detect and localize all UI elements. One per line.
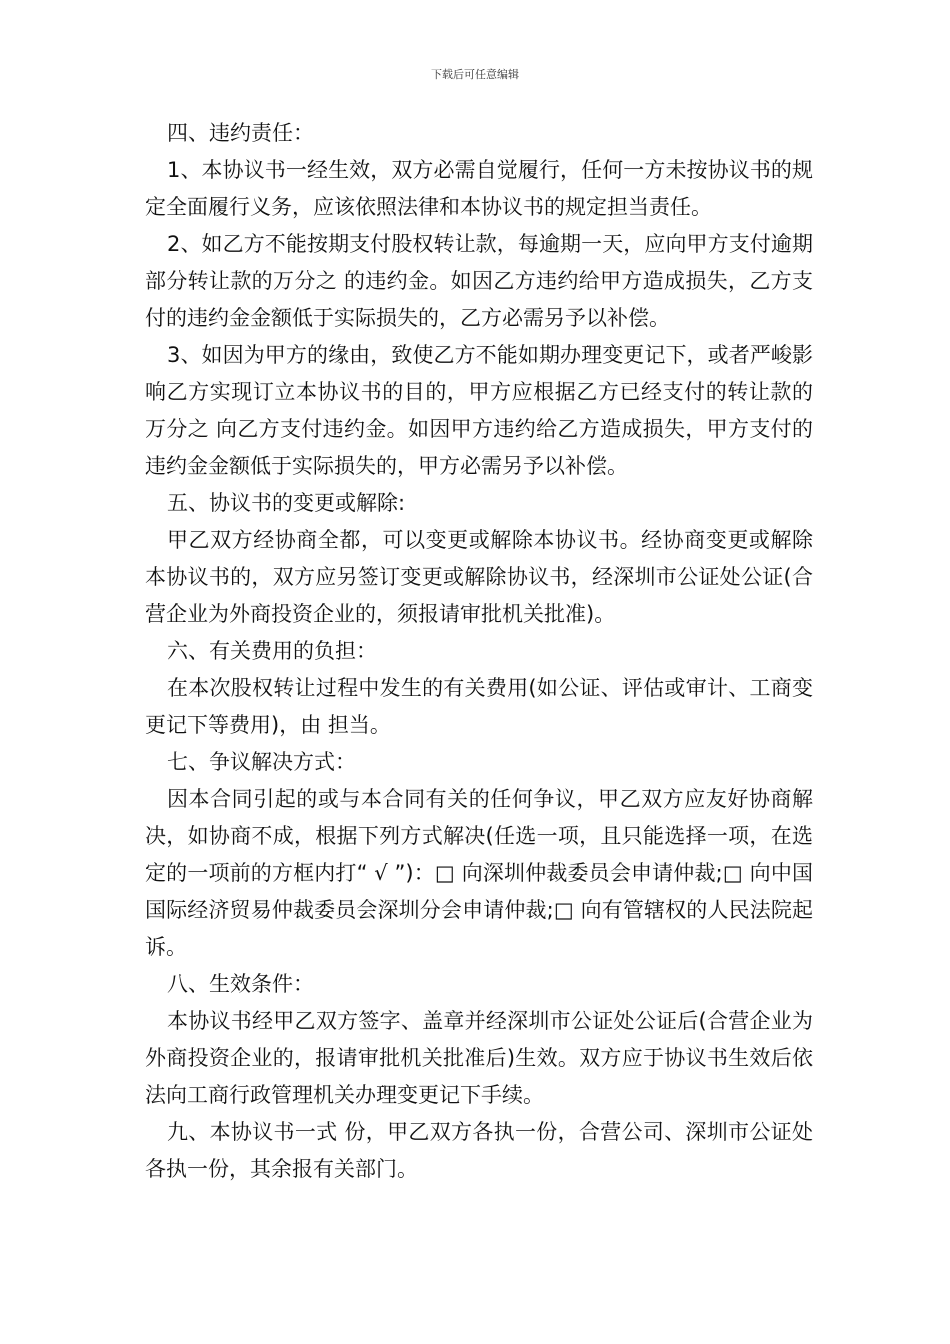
dispute-clause: 因本合同引起的或与本合同有关的任何争议，甲乙双方应友好协商解决，如协商不成，根据下列方式解决(任选一项，且只能选择一项，在选定的一项前的方框内打“ √ ”)：□ 向深圳仲裁委员会申请仲裁;□ 向中国国际经济贸易仲裁委员会深圳分会申请仲裁;□ 向有管辖权的人民法院起诉。 — [145, 787, 813, 959]
section-heading-breach: 四、违约责任： — [167, 121, 314, 145]
section-heading-costs: 六、有关费用的负担： — [167, 639, 377, 663]
amendment-clause: 甲乙双方经协商全都，可以变更或解除本协议书。经协商变更或解除本协议书的，双方应另签订变更或解除协议书，经深圳市公证处公证(合营企业为外商投资企业的，须报请审批机关批准)。 — [145, 528, 813, 626]
section-heading-amendment: 五、协议书的变更或解除: — [167, 491, 406, 515]
document-body — [145, 115, 813, 1188]
costs-clause: 在本次股权转让过程中发生的有关费用(如公证、评估或审计、工商变更记下等费用)，由 担当。 — [145, 676, 813, 737]
breach-clause-3: 3、如因为甲方的缘由，致使乙方不能如期办理变更记下，或者严峻影响乙方实现订立本协议书的目的，甲方应根据乙方已经支付的转让款的万分之 向乙方支付违约金。如因甲方违约给乙方造成损失，甲方支付的违约金金额低于实际损失的，甲方必需另予以补偿。 — [145, 343, 813, 478]
breach-clause-1: 1、本协议书一经生效，双方必需自觉履行，任何一方未按协议书的规定全面履行义务，应该依照法律和本协议书的规定担当责任。 — [145, 158, 813, 219]
effectiveness-clause: 本协议书经甲乙双方签字、盖章并经深圳市公证处公证后(合营企业为外商投资企业的，报请审批机关批准后)生效。双方应于协议书生效后依法向工商行政管理机关办理变更记下手续。 — [145, 1009, 813, 1107]
section-heading-effectiveness: 八、生效条件： — [167, 972, 314, 996]
section-heading-dispute: 七、争议解决方式： — [167, 750, 356, 774]
section-copies-clause: 九、本协议书一式 份，甲乙双方各执一份，合营公司、深圳市公证处各执一份，其余报有关部门。 — [145, 1120, 813, 1181]
page-header: 下载后可任意编辑 — [431, 68, 519, 81]
breach-clause-2: 2、如乙方不能按期支付股权转让款，每逾期一天，应向甲方支付逾期部分转让款的万分之 的违约金。如因乙方违约给甲方造成损失，乙方支付的违约金金额低于实际损失的，乙方必需另予以补偿。 — [145, 232, 813, 330]
